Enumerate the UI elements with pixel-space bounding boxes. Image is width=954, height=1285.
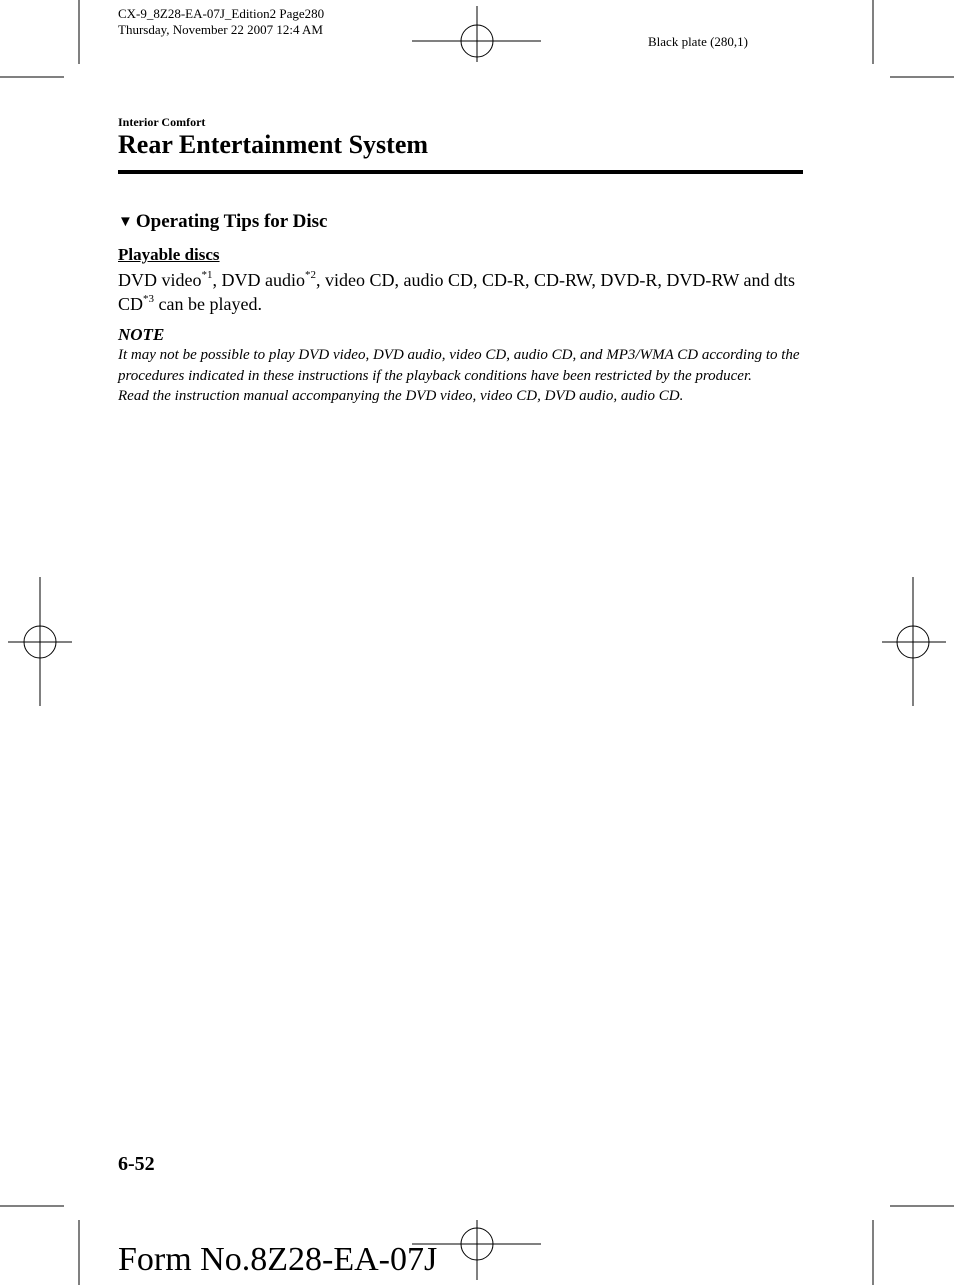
registration-target-left xyxy=(8,577,72,706)
registration-target-top xyxy=(412,6,541,62)
form-number: Form No.8Z28-EA-07J xyxy=(118,1241,438,1278)
text-segment: , video CD, audio CD, CD-R, CD-RW, DVD-R, DVD-RW and dts CD xyxy=(118,270,796,314)
registration-target-right xyxy=(882,577,946,706)
footnote-ref: *2 xyxy=(305,269,316,281)
section-label: Interior Comfort xyxy=(118,115,206,129)
footnote-ref: *1 xyxy=(201,269,213,281)
text-segment: , DVD audio xyxy=(212,270,305,290)
down-triangle-icon: ▼ xyxy=(118,214,133,230)
text-segment: DVD video xyxy=(118,270,202,290)
page-title: Rear Entertainment System xyxy=(118,130,429,159)
footnote-ref: *3 xyxy=(143,293,155,305)
playable-discs-label: Playable discs xyxy=(118,245,220,264)
playable-discs-text xyxy=(118,268,808,316)
note-text xyxy=(118,345,818,407)
subheading-text: Operating Tips for Disc xyxy=(135,211,328,232)
slug-file-line: CX-9_8Z28-EA-07J_Edition2 Page280 xyxy=(118,6,325,21)
title-rule xyxy=(118,170,803,174)
print-slug xyxy=(118,6,324,38)
note-paragraph: It may not be possible to play DVD video, DVD audio, video CD, audio CD, and MP3/WMA CD according to the procedures indicated in these instructions if the playback conditions have been restricted by the producer. xyxy=(118,347,800,384)
note-paragraph: Read the instruction manual accompanying the DVD video, video CD, DVD audio, audio CD. xyxy=(118,388,684,405)
note-label: NOTE xyxy=(118,325,165,344)
page-number: 6-52 xyxy=(118,1153,155,1175)
subheading xyxy=(118,208,327,237)
slug-date-line: Thursday, November 22 2007 12:4 AM xyxy=(118,22,323,37)
plate-label: Black plate (280,1) xyxy=(648,34,748,49)
text-segment: can be played. xyxy=(154,294,262,314)
